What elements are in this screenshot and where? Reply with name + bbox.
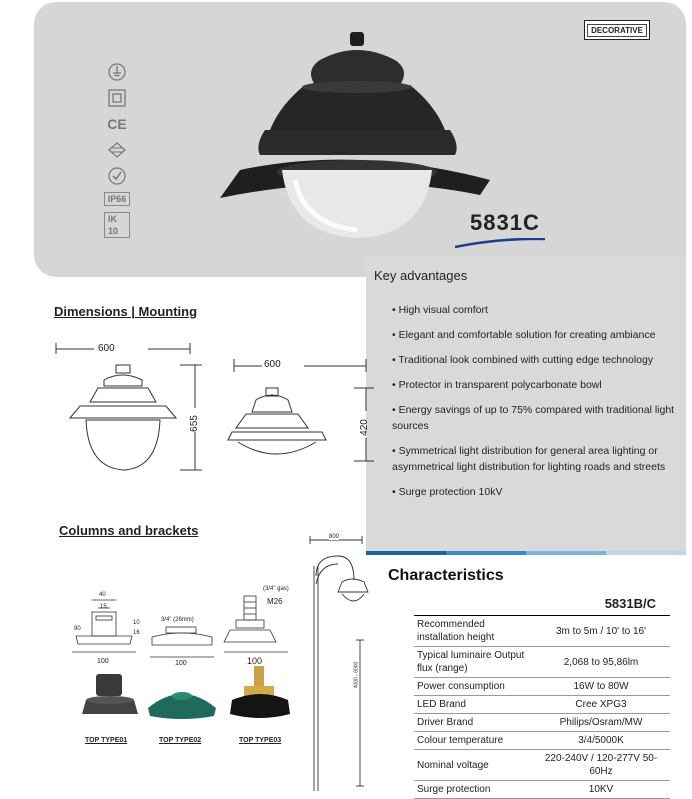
- earth-ground-icon: [106, 62, 128, 82]
- characteristics-title: Characteristics: [388, 567, 504, 584]
- table-row: [414, 647, 670, 678]
- dim-width-1: 600: [98, 343, 115, 354]
- dimension-drawing-2: [226, 356, 386, 476]
- pole-height: 4000 - 6000: [353, 661, 360, 689]
- top-type03-drawing: [222, 590, 302, 660]
- dim-height-1: 655: [188, 415, 200, 432]
- key-advantages-title: Key advantages: [374, 268, 468, 283]
- list-item: • Elegant and comfortable solution for creating ambiance: [392, 327, 684, 343]
- t1-dim: 16: [133, 630, 140, 636]
- table-row: [414, 616, 670, 647]
- top-type03-photo: [226, 664, 296, 726]
- row-value: 3/4/5000K: [532, 732, 670, 750]
- row-label: Nominal voltage: [414, 750, 532, 781]
- t2-dim: 100: [175, 660, 187, 667]
- model-number: 5831C: [470, 210, 540, 235]
- top-type02-label: TOP TYPE02: [159, 737, 202, 744]
- t2-dim: 3/4" (26mm): [161, 617, 194, 623]
- ce-mark-icon: CE: [107, 116, 127, 132]
- t3-dim: 100: [247, 656, 263, 666]
- list-item: • Symmetrical light distribution for general area lighting or asymmetrical light distribution for lighting roads and streets: [392, 443, 684, 475]
- accent-bar: [366, 551, 686, 555]
- badge-text: DECORATIVE: [587, 24, 647, 37]
- category-badge: [584, 20, 650, 40]
- table-model-header: 5831B/C: [414, 596, 670, 616]
- row-label: Driver Brand: [414, 714, 532, 732]
- key-advantages-panel: [366, 256, 686, 551]
- table-row: [414, 696, 670, 714]
- t1-dim: 15: [100, 604, 107, 610]
- dim-height-2: 420: [358, 419, 370, 436]
- t3-dim: (3/4" gas): [263, 586, 289, 592]
- list-item: • High visual comfort: [392, 302, 684, 318]
- list-item: • Protector in transparent polycarbonate bowl: [392, 377, 684, 393]
- row-value: 10KV: [532, 781, 670, 799]
- row-value: Philips/Osram/MW: [532, 714, 670, 732]
- t1-dim: 40: [99, 592, 106, 598]
- row-label: Colour temperature: [414, 732, 532, 750]
- enec-mark-icon: [106, 140, 128, 160]
- list-item: • Energy savings of up to 75% compared with traditional light sources: [392, 402, 684, 434]
- top-type01-label: TOP TYPE01: [85, 737, 128, 744]
- t1-dim: 100: [97, 658, 109, 665]
- class-ii-icon: [106, 88, 128, 108]
- table-row: [414, 732, 670, 750]
- luminaire-photo: [210, 30, 510, 250]
- t1-dim: 90: [74, 626, 81, 632]
- t1-dim: 10: [133, 620, 140, 626]
- row-label: Recommended installation height: [414, 616, 532, 647]
- t3-dim: M26: [267, 597, 283, 606]
- dim-width-2: 600: [264, 359, 281, 370]
- top-type01-photo: [80, 670, 140, 728]
- table-row: [414, 678, 670, 696]
- certification-icons: [104, 62, 130, 238]
- model-swoosh: [455, 238, 545, 248]
- ip-rating: IP66: [104, 192, 131, 206]
- list-item: • Traditional look combined with cutting edge technology: [392, 352, 684, 368]
- row-value: Cree XPG3: [532, 696, 670, 714]
- bracket-width: 800: [329, 534, 340, 540]
- dimensions-title: Dimensions | Mounting: [54, 304, 198, 319]
- row-label: Surge protection: [414, 781, 532, 799]
- row-label: Typical luminaire Output flux (range): [414, 647, 532, 678]
- columns-title: Columns and brackets: [59, 523, 199, 538]
- pole-bracket-drawing: [302, 536, 372, 794]
- row-label: Power consumption: [414, 678, 532, 696]
- row-value: 3m to 5m / 10' to 16': [532, 616, 670, 647]
- table-row: [414, 714, 670, 732]
- rohs-icon: [106, 166, 128, 186]
- top-type03-label: TOP TYPE03: [239, 737, 282, 744]
- row-value: 2,068 to 95,86lm: [532, 647, 670, 678]
- table-row: [414, 750, 670, 781]
- ik-rating: IK 10: [104, 212, 130, 238]
- top-type02-photo: [144, 682, 220, 722]
- row-label: LED Brand: [414, 696, 532, 714]
- row-value: 16W to 80W: [532, 678, 670, 696]
- key-advantages-list: [392, 302, 684, 509]
- characteristics-table: [414, 596, 670, 799]
- table-row: [414, 781, 670, 799]
- list-item: • Surge protection 10kV: [392, 484, 684, 500]
- row-value: 220-240V / 120-277V 50-60Hz: [532, 750, 670, 781]
